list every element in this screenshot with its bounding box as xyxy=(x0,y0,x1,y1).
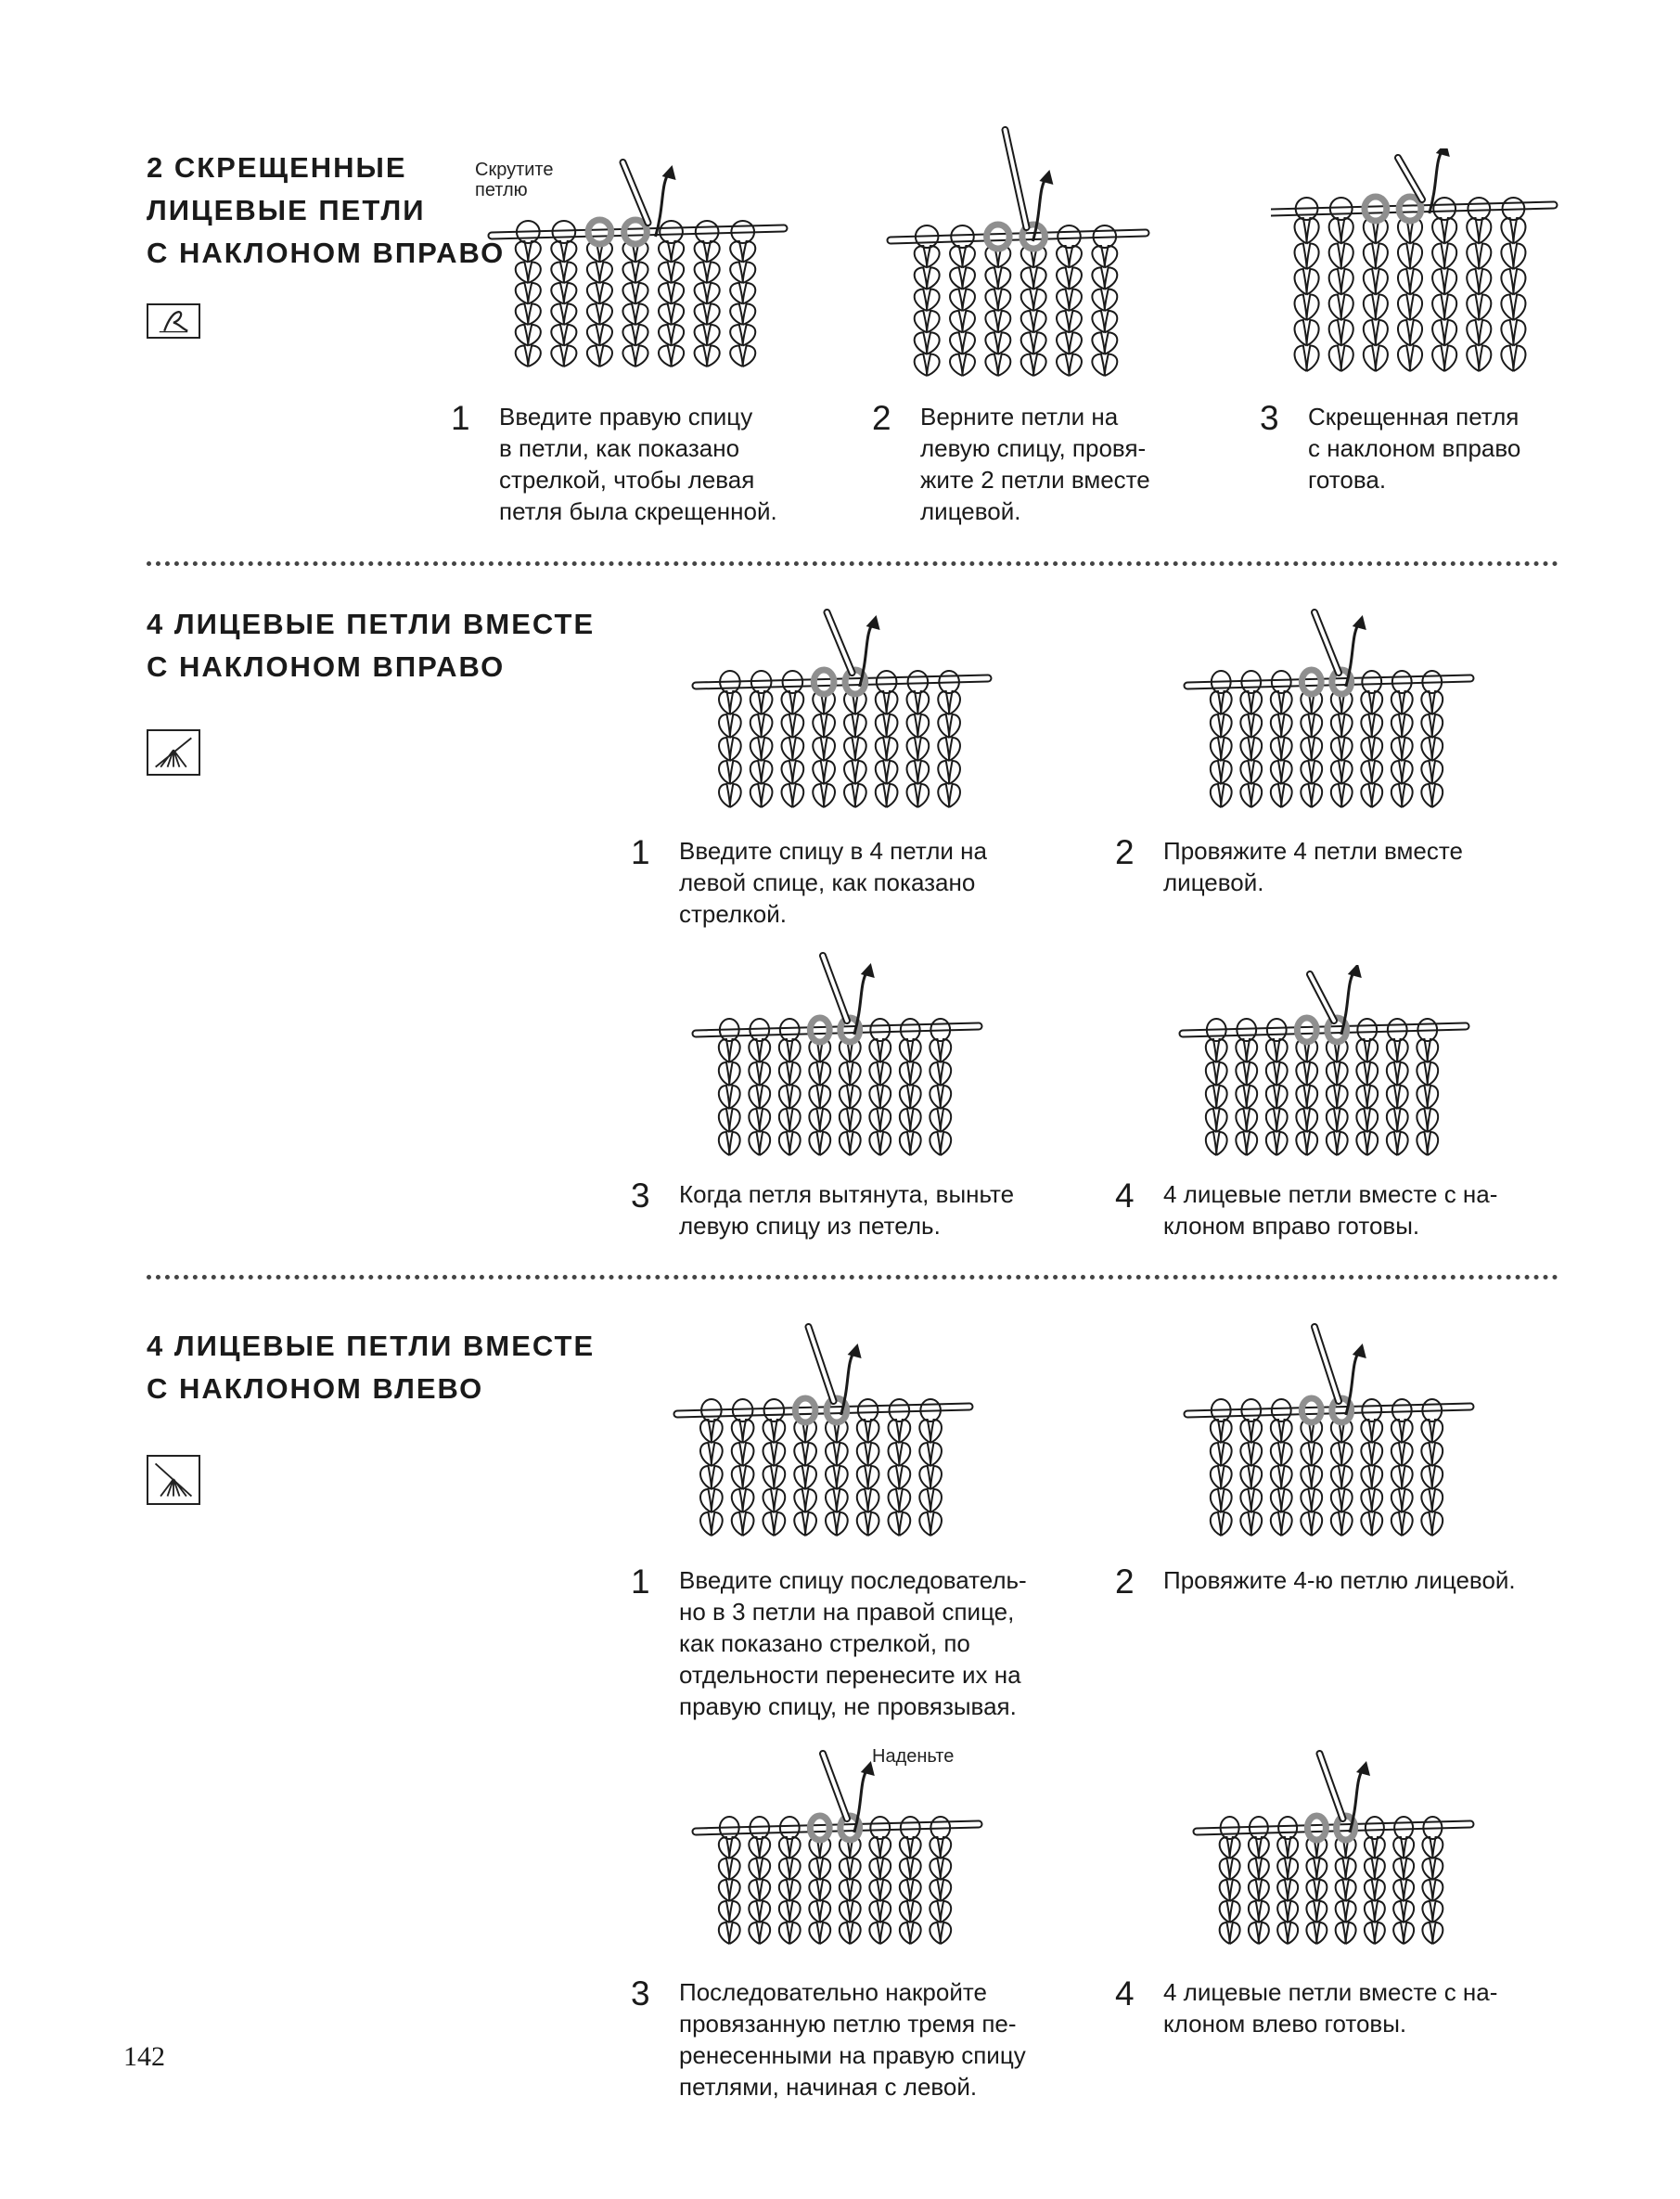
step-text: Введите спицу последователь- но в 3 петли на правой спице, как показано стрелкой, по отдельности перенесите их на правую спицу, не провязывая. xyxy=(679,1566,1027,1720)
knitting-illustration xyxy=(677,1744,1002,1953)
knitting-illustration xyxy=(668,1318,1011,1540)
knitting-illustration xyxy=(1178,1744,1494,1953)
step-text: 4 лицевые петли вместе с на- клоном влево готовы. xyxy=(1163,1978,1498,2038)
step-text: Введите спицу в 4 петли на левой спице, как показано стрелкой. xyxy=(679,837,987,928)
section-divider xyxy=(147,561,1558,566)
step-number: 3 xyxy=(1260,399,1279,437)
knitting-illustration xyxy=(1173,965,1489,1160)
step-text: 4 лицевые петли вместе с на- клоном вправо готовы. xyxy=(1163,1180,1498,1240)
step-text: Провяжите 4 петли вместе лицевой. xyxy=(1163,837,1463,896)
step-number: 3 xyxy=(631,1177,650,1215)
knitting-illustration xyxy=(482,153,789,380)
step-number: 4 xyxy=(1115,1974,1135,2013)
step-text: Верните петли на левую спицу, провя- жите 2 петли вместе лицевой. xyxy=(920,403,1150,525)
step-number: 2 xyxy=(1115,1562,1135,1601)
knitting-illustration xyxy=(677,603,1011,817)
right-slant-fan-symbol-icon xyxy=(147,729,200,776)
page-number: 142 xyxy=(123,2041,165,2072)
step-number: 2 xyxy=(1115,833,1135,871)
cursive-r-symbol-icon xyxy=(147,303,200,339)
step-text: Последовательно накройте провязанную петлю тремя пе- ренесенными на правую спицу петлями, начиная с левой. xyxy=(679,1978,1026,2101)
step-number: 3 xyxy=(631,1974,650,2013)
step-text: Скрещенная петля с наклоном вправо готова. xyxy=(1308,403,1521,494)
step-text: Провяжите 4-ю петлю лицевой. xyxy=(1163,1566,1516,1594)
left-slant-fan-symbol-icon xyxy=(147,1455,200,1505)
knitting-illustration xyxy=(863,121,1160,380)
step-number: 1 xyxy=(631,833,650,871)
step-number: 1 xyxy=(451,399,470,437)
step-number: 1 xyxy=(631,1562,650,1601)
section-title: 2 СКРЕЩЕННЫЕ ЛИЦЕВЫЕ ПЕТЛИ С НАКЛОНОМ ВПРАВО xyxy=(147,151,506,269)
section-title: 4 ЛИЦЕВЫЕ ПЕТЛИ ВМЕСТЕ С НАКЛОНОМ ВЛЕВО xyxy=(147,1330,596,1405)
section-divider xyxy=(147,1275,1558,1280)
step-text: Когда петля вытянута, выньте левую спицу из петель. xyxy=(679,1180,1015,1240)
callout-pass-over: Наденьте xyxy=(872,1746,955,1767)
step-number: 4 xyxy=(1115,1177,1135,1215)
section-title: 4 ЛИЦЕВЫЕ ПЕТЛИ ВМЕСТЕ С НАКЛОНОМ ВПРАВО xyxy=(147,608,596,683)
knitting-illustration xyxy=(686,946,1002,1160)
knitting-illustration xyxy=(1178,1318,1503,1540)
step-text: Введите правую спицу в петли, как показано стрелкой, чтобы левая петля была скрещенной. xyxy=(499,403,777,525)
knitting-illustration xyxy=(1178,603,1494,817)
step-number: 2 xyxy=(872,399,891,437)
callout-twist-loop: Скрутите петлю xyxy=(475,160,554,200)
knitting-illustration xyxy=(1271,148,1568,380)
